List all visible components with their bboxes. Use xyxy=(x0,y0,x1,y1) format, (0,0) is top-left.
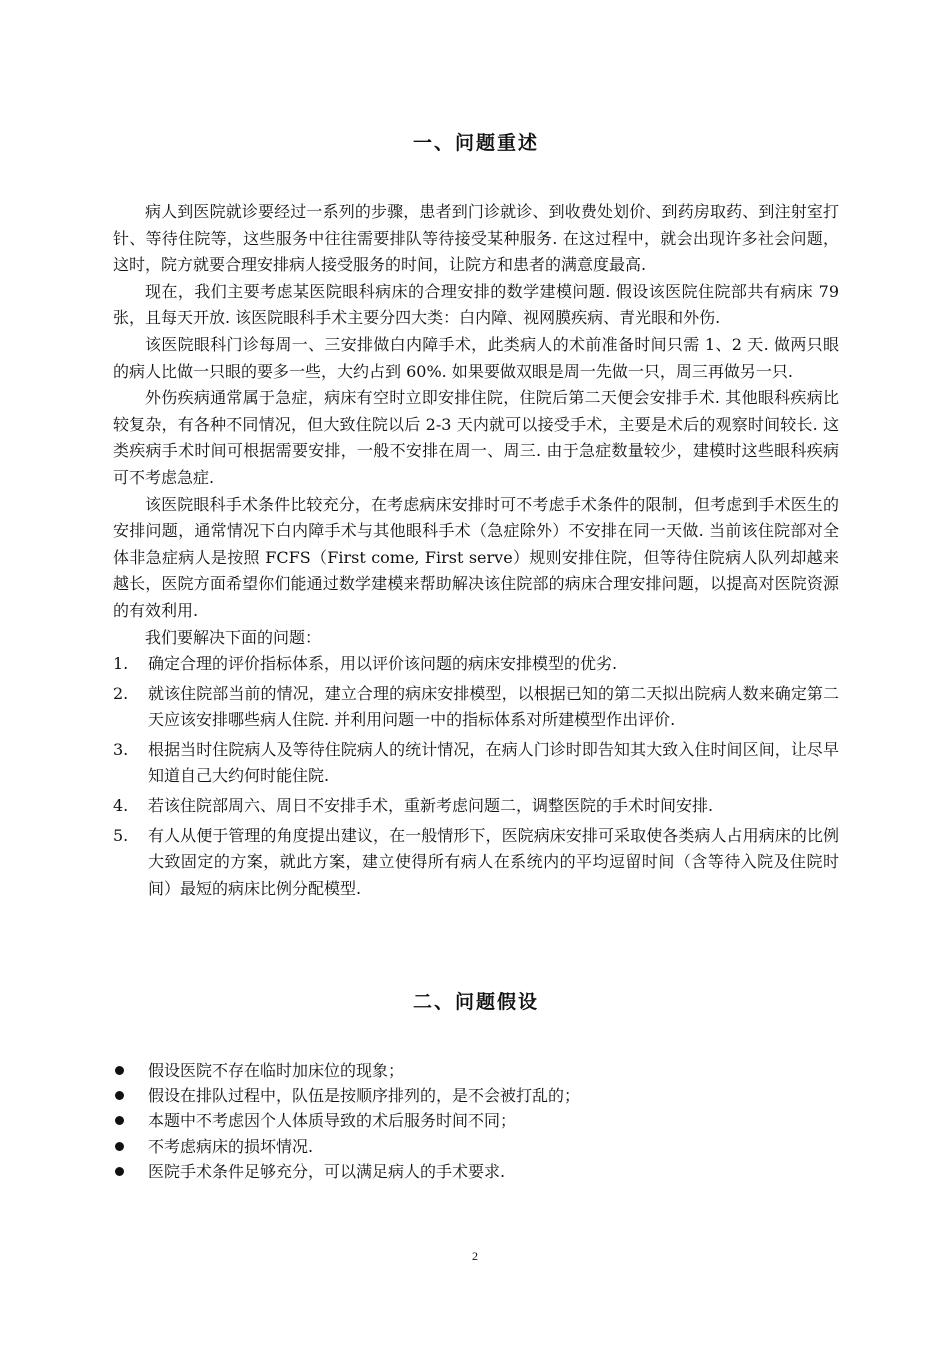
list-item-text: 假设医院不存在临时加床位的现象； xyxy=(148,1061,405,1080)
list-item-text: 确定合理的评价指标体系，用以评价该问题的病床安排模型的优劣. xyxy=(148,654,618,674)
list-number: 3. xyxy=(113,739,129,759)
list-item xyxy=(113,1159,839,1184)
list-item xyxy=(113,737,839,790)
paragraph: 该医院眼科门诊每周一、三安排做白内障手术，此类病人的术前准备时间只需 1、2 天. 做两只眼的病人比做一只眼的要多一些，大约占到 60%. 如果要做双眼是周一先做一只，周三再做另一只. xyxy=(113,334,839,381)
bullet-icon xyxy=(115,1116,124,1125)
bullet-icon xyxy=(115,1091,124,1100)
list-item xyxy=(113,823,839,903)
paragraph: 现在，我们主要考虑某医院眼科病床的合理安排的数学建模问题. 假设该医院住院部共有病床 79 张，且每天开放. 该医院眼科手术主要分四大类：白内障、视网膜疾病、青光眼和外伤. xyxy=(113,281,839,328)
section-heading-assumptions: 二、问题假设 xyxy=(412,991,539,1013)
list-item xyxy=(113,681,839,734)
list-item-text: 本题中不考虑因个人体质导致的术后服务时间不同； xyxy=(148,1111,517,1131)
list-number: 1. xyxy=(113,654,129,674)
list-item-text: 若该住院部周六、周日不安排手术，重新考虑问题二，调整医院的手术时间安排. xyxy=(148,796,714,816)
bullet-icon xyxy=(115,1066,124,1075)
paragraph: 该医院眼科手术条件比较充分，在考虑病床安排时可不考虑手术条件的限制，但考虑到手术医生的安排问题，通常情况下白内障手术与其他眼科手术（急症除外）不安排在同一天做. 当前该住院部对全体非急症病人是按照 FCFS（First come, First serve）规则安排住院，但等待住院病人队列却越来越长，医院方面希望你们能通过数学建模来帮助解决该住院部的病床合理安排问题，以提高对医院资源的有效利用. xyxy=(113,494,839,620)
list-item-text: 有人从便于管理的角度提出建议，在一般情形下，医院病床安排可采取使各类病人占用病床的比例大致固定的方案，就此方案，建立使得所有病人在系统内的平均逗留时间（含等待入院及住院时间）最短的病床比例分配模型. xyxy=(148,825,839,898)
list-item xyxy=(113,1108,839,1133)
paragraph: 病人到医院就诊要经过一系列的步骤，患者到门诊就诊、到收费处划价、到药房取药、到注射室打针、等待住院等，这些服务中往往需要排队等待接受某种服务. 在这过程中，就会出现许多社会问题，这时，院方就要合理安排病人接受服务的时间，让院方和患者的满意度最高. xyxy=(113,202,839,275)
list-item xyxy=(113,1083,839,1108)
list-number: 4. xyxy=(113,796,129,816)
list-number: 5. xyxy=(113,825,129,845)
list-item xyxy=(113,651,839,678)
list-item-text: 医院手术条件足够充分，可以满足病人的手术要求. xyxy=(148,1161,506,1181)
list-item xyxy=(113,793,839,820)
list-number: 2. xyxy=(113,683,129,703)
bullet-icon xyxy=(115,1167,124,1176)
list-item-text: 根据当时住院病人及等待住院病人的统计情况，在病人门诊时即告知其大致入住时间区间，让尽早知道自己大约何时能住院. xyxy=(148,739,839,786)
list-item xyxy=(113,1058,839,1083)
list-item xyxy=(113,1134,839,1159)
list-item-text: 假设在排队过程中，队伍是按顺序排列的，是不会被打乱的； xyxy=(148,1086,581,1106)
assumption-list xyxy=(113,1058,839,1184)
question-list xyxy=(113,651,839,902)
page-number: 2 xyxy=(472,1249,478,1263)
document-page xyxy=(113,128,839,1181)
paragraph: 我们要解决下面的问题： xyxy=(145,627,322,647)
list-item-text: 不考虑病床的损坏情况. xyxy=(148,1136,314,1156)
list-item-text: 就该住院部当前的情况，建立合理的病床安排模型，以根据已知的第二天拟出院病人数来确定第二天应该安排哪些病人住院. 并利用问题一中的指标体系对所建模型作出评价. xyxy=(148,683,839,730)
paragraph: 外伤疾病通常属于急症，病床有空时立即安排住院，住院后第二天便会安排手术. 其他眼科疾病比较复杂，有各种不同情况，但大致住院以后 2-3 天内就可以接受手术，主要是术后的观察时间较长. 这类疾病手术时间可根据需要安排，一般不安排在周一、周三. 由于急症数量较少，建模时这些眼科疾病可不考虑急症. xyxy=(113,388,839,487)
section-heading-problem-restatement: 一、问题重述 xyxy=(412,132,539,154)
bullet-icon xyxy=(115,1142,124,1151)
